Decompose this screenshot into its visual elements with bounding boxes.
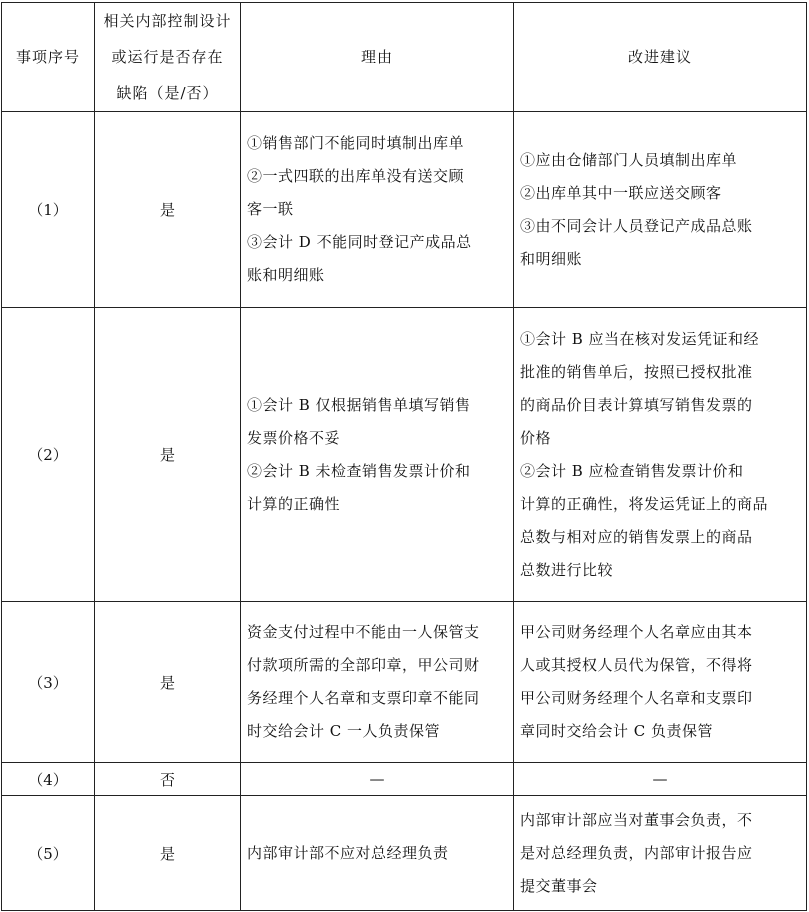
reason-line: ③会计 D 不能同时登记产成品总 [247,233,472,251]
defect-flag: 是 [95,796,241,911]
reason-line: 内部审计部不应对总经理负责 [247,843,449,862]
reason-cell [241,796,514,911]
suggestion-line: ②会计 B 应检查销售发票计价和 [520,461,744,480]
suggestion-line: 是对总经理负责，内部审计报告应 [520,843,753,862]
suggestion-cell [514,796,807,911]
suggestion-cell: — [514,763,807,796]
reason-cell [241,308,514,602]
defect-flag: 是 [95,602,241,763]
defect-flag: 否 [95,763,241,796]
suggestion-line: 批准的销售单后，按照已授权批准 [520,362,753,381]
reason-line: 发票价格不妥 [247,428,341,447]
suggestion-line: 的商品价目表计算填写销售发票的 [520,395,753,414]
item-no: （3） [2,602,95,763]
header-reason: 理由 [241,3,514,112]
reason-line: 资金支付过程中不能由一人保管支 [247,623,480,641]
reason-line: 客一联 [247,200,294,218]
suggestion-line: ①应由仓储部门人员填制出库单 [520,150,738,169]
suggestion-line: 计算的正确性，将发运凭证上的商品 [520,494,769,513]
suggestion-cell [514,602,807,763]
suggestion-line: ③由不同会计人员登记产成品总账 [520,216,753,235]
header-defect-line: 或运行是否存在 [111,48,224,66]
reason-line: 务经理个人名章和支票印章不能同 [247,689,480,707]
header-item-no: 事项序号 [2,3,95,112]
reason-line: 付款项所需的全部印章，甲公司财 [247,656,480,674]
defect-flag: 是 [95,112,241,308]
header-defect-line: 相关内部控制设计 [103,12,232,30]
header-suggestion: 改进建议 [514,3,807,112]
suggestion-line: ①会计 B 应当在核对发运凭证和经 [520,329,760,348]
suggestion-cell [514,112,807,308]
suggestion-line: 内部审计部应当对董事会负责，不 [520,810,753,829]
reason-line: ②会计 B 未检查销售发票计价和 [247,461,471,480]
suggestion-line: 甲公司财务经理个人名章应由其本 [520,623,753,641]
suggestion-line: 提交董事会 [520,876,598,895]
table-row [2,763,807,796]
reason-line: ①会计 B 仅根据销售单填写销售 [247,395,471,414]
reason-cell: — [241,763,514,796]
defect-flag: 是 [95,308,241,602]
suggestion-line: 人或其授权人员代为保管，不得将 [520,656,753,674]
reason-line: 计算的正确性 [247,494,341,513]
reason-cell [241,602,514,763]
item-no: （1） [2,112,95,308]
suggestion-cell [514,308,807,602]
header-row [2,3,807,112]
table-row [2,308,807,602]
header-defect-line: 缺陷（是/否） [116,84,219,102]
table-row [2,796,807,911]
item-no: （4） [2,763,95,796]
table-row [2,112,807,308]
item-no: （5） [2,796,95,911]
reason-cell [241,112,514,308]
reason-line: ②一式四联的出库单没有送交顾 [247,167,465,185]
audit-table [1,2,807,911]
item-no: （2） [2,308,95,602]
reason-line: 账和明细账 [247,266,325,284]
suggestion-line: 总数与相对应的销售发票上的商品 [520,527,753,546]
reason-line: 时交给会计 C 一人负责保管 [247,722,441,740]
suggestion-line: 价格 [520,428,552,447]
suggestion-line: 甲公司财务经理个人名章和支票印 [520,689,753,707]
suggestion-line: 和明细账 [520,249,583,268]
reason-line: ①销售部门不能同时填制出库单 [247,134,465,152]
table-row [2,602,807,763]
suggestion-line: ②出库单其中一联应送交顾客 [520,183,722,202]
header-defect [95,3,241,112]
suggestion-line: 总数进行比较 [520,560,614,579]
suggestion-line: 章同时交给会计 C 负责保管 [520,722,714,740]
